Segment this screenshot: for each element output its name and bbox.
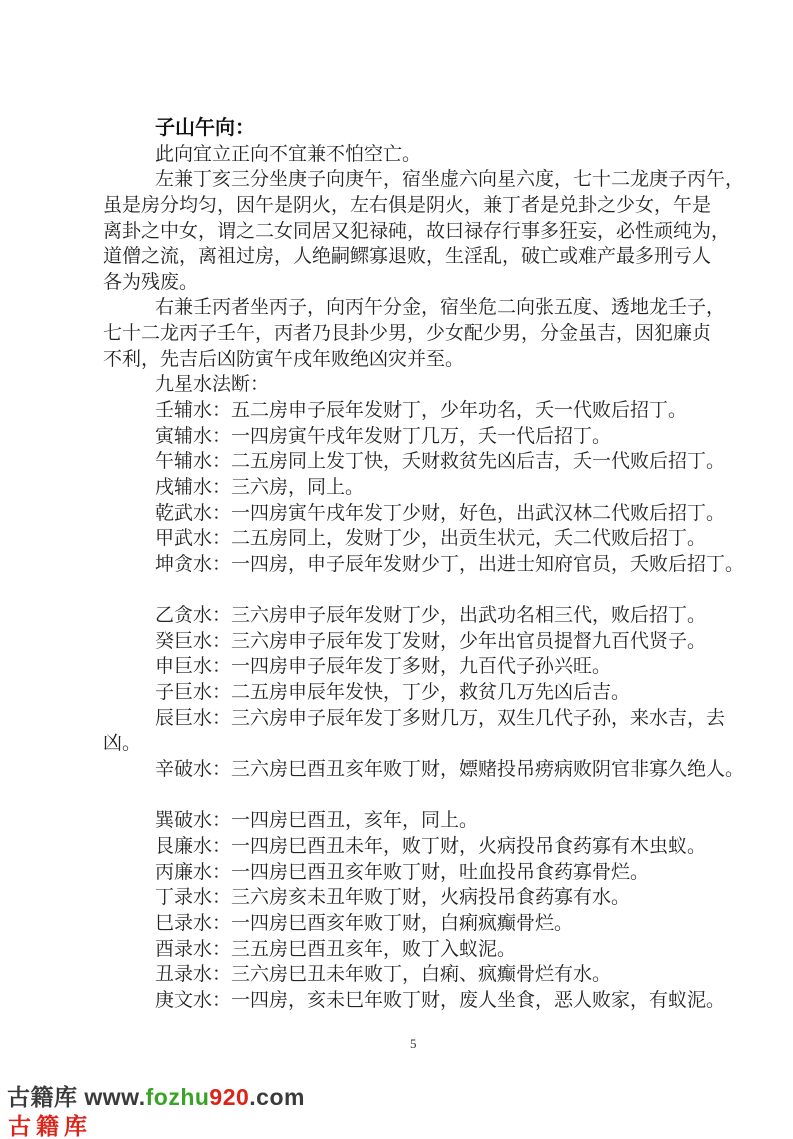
- watermark-part: 古籍库: [7, 1084, 85, 1110]
- section-heading: 子山午向：: [155, 117, 255, 139]
- text-line: 七十二龙丙子壬午，丙者乃艮卦少男，少女配少男，分金虽吉，因犯廉贞: [103, 323, 712, 345]
- text-line: 戌辅水：三六房，同上。: [155, 476, 365, 498]
- text-line: 丁录水：三六房亥未丑年败丁财，火病投吊食药寡有水。: [155, 887, 631, 909]
- text-line: 左兼丁亥三分坐庚子向庚午，宿坐虚六向星六度，七十二龙庚子丙午，: [155, 169, 745, 191]
- watermark-part: fozhu: [145, 1084, 210, 1110]
- watermark-part: www.: [84, 1084, 146, 1110]
- text-line: 壬辅水：五二房申子辰年发财丁，少年功名，夭一代败后招丁。: [155, 400, 688, 422]
- text-line: 坤贪水：一四房，申子辰年发财少丁，出进士知府官员，夭败后招丁。: [155, 553, 745, 575]
- text-line: 道僧之流，离祖过房，人绝嗣鳏寡退败，生淫乱，破亡或难产最多刑亏人: [103, 246, 712, 268]
- text-block: [103, 116, 745, 1013]
- text-line: 艮廉水：一四房巳酉丑未年，败丁财，火病投吊食药寡有木虫蚁。: [155, 835, 707, 857]
- text-line: 癸巨水：三六房申子辰年发丁发财，少年出官员提督九百代贤子。: [155, 630, 707, 652]
- watermark-part: .com: [249, 1084, 305, 1110]
- text-line: 凶。: [103, 733, 142, 755]
- watermark-clipped-red-line: 古籍库: [8, 1113, 92, 1139]
- text-line: 不利，先吉后凶防寅午戌年败绝凶灾并至。: [103, 348, 465, 370]
- page-number: 5: [410, 1036, 417, 1051]
- watermark-part: 920: [209, 1084, 250, 1110]
- text-line: 巳录水：一四房巳酉亥年败丁财，白痢疯癫骨烂。: [155, 912, 574, 934]
- watermark: [7, 1084, 305, 1110]
- text-line: 庚文水：一四房，亥未巳年败丁财，废人坐食，恶人败家，有蚁泥。: [155, 989, 726, 1011]
- text-line: 午辅水：二五房同上发丁快，夭财救贫先凶后吉，夭一代败后招丁。: [155, 451, 726, 473]
- text-line: 甲武水：二五房同上，发财丁少，出贡生状元，夭二代败后招丁。: [155, 528, 707, 550]
- text-line: 各为残废。: [103, 271, 199, 293]
- text-line: 右兼壬丙者坐丙子，向丙午分金，宿坐危二向张五度、透地龙壬子，: [155, 297, 726, 319]
- text-line: 虽是房分均匀，因午是阴火，左右俱是阴火，兼丁者是兑卦之少女，午是: [103, 194, 712, 216]
- text-line: 九星水法断：: [155, 374, 270, 396]
- blank-line: [103, 578, 728, 604]
- text-line: 辰巨水：三六房申子辰年发丁多财几万，双生几代子孙，来水吉，去: [155, 707, 726, 729]
- text-line: 辛破水：三六房巳酉丑亥年败丁财，嫖赌投吊痨病败阴官非寡久绝人。: [155, 759, 745, 781]
- text-line: 酉录水：三五房巳酉丑亥年，败丁入蚁泥。: [155, 938, 517, 960]
- text-line: 乙贪水：三六房申子辰年发财丁少，出武功名相三代，败后招丁。: [155, 605, 707, 627]
- text-line: 此向宜立正向不宜兼不怕空亡。: [155, 143, 422, 165]
- text-line: 离卦之中女，谓之二女同居又犯禄砘，故曰禄存行事多狂妄，必性顽纯为，: [103, 220, 731, 242]
- text-line: 寅辅水：一四房寅午戌年发财丁几万，夭一代后招丁。: [155, 425, 612, 447]
- text-line: 丙廉水：一四房巳酉丑亥年败丁财，吐血投吊食药寡骨烂。: [155, 861, 650, 883]
- blank-line: [103, 783, 728, 809]
- text-line: 丑录水：三六房巳丑未年败丁，白痢、疯癫骨烂有水。: [155, 964, 612, 986]
- text-line: 子巨水：二五房申辰年发快，丁少，救贫几万先凶后吉。: [155, 682, 631, 704]
- text-line: 巽破水：一四房巳酉丑，亥年，同上。: [155, 810, 479, 832]
- text-line: 乾武水：一四房寅午戌年发丁少财，好色，出武汉林二代败后招丁。: [155, 502, 726, 524]
- text-line: 申巨水：一四房申子辰年发丁多财，九百代子孙兴旺。: [155, 656, 612, 678]
